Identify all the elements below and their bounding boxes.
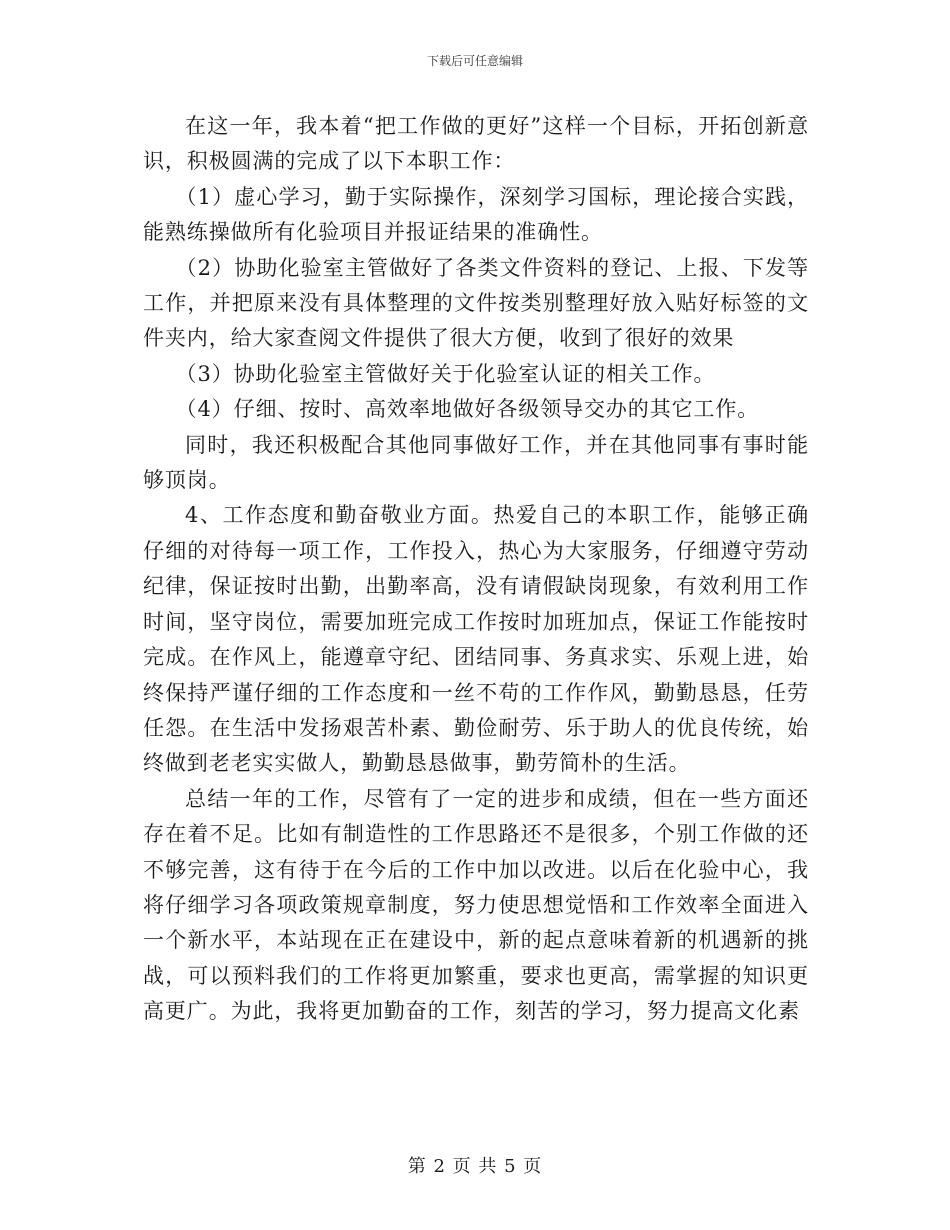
paragraph-item-3: （3）协助化验室主管做好关于化验室认证的相关工作。 — [175, 361, 716, 386]
document-body — [143, 109, 809, 1030]
paragraph-item-4: （4）仔细、按时、高效率地做好各级领导交办的其它工作。 — [175, 397, 760, 422]
paragraph-work-attitude: 4、工作态度和勤奋敬业方面。热爱自己的本职工作，能够正确仔细的对待每一项工作，工作投入，热心为大家服务，仔细遵守劳动纪律，保证按时出勤，出勤率高，没有请假缺岗现象，有效利用工作时间，坚守岗位，需要加班完成工作按时加班加点，保证工作能按时完成。在作风上，能遵章守纪、团结同事、务真求实、乐观上进，始终保持严谨仔细的工作态度和一丝不苟的工作作风，勤勤恳恳，任劳任怨。在生活中发扬艰苦朴素、勤俭耐劳、乐于助人的优良传统，始终做到老老实实做人，勤勤恳恳做事，勤劳简朴的生活。 — [143, 503, 809, 776]
paragraph-cooperation: 同时，我还积极配合其他同事做好工作，并在其他同事有事时能够顶岗。 — [143, 432, 809, 493]
paragraph-item-2: （2）协助化验室主管做好了各类文件资料的登记、上报、下发等工作，并把原来没有具体整理的文件按类别整理好放入贴好标签的文件夹内，给大家查阅文件提供了很大方便，收到了很好的效果 — [143, 255, 809, 351]
paragraph-item-1: （1）虚心学习，勤于实际操作，深刻学习国标，理论接合实践，能熟练操做所有化验项目并报证结果的准确性。 — [143, 184, 809, 245]
page-header: 下载后可任意编辑 — [426, 54, 523, 68]
paragraph-summary: 总结一年的工作，尽管有了一定的进步和成绩，但在一些方面还存在着不足。比如有制造性的工作思路还不是很多，个别工作做的还不够完善，这有待于在今后的工作中加以改进。以后在化验中心，我将仔细学习各项政策规章制度，努力使思想觉悟和工作效率全面进入一个新水平，本站现在正在建设中，新的起点意味着新的机遇新的挑战，可以预料我们的工作将更加繁重，要求也更高，需掌握的知识更高更广。为此，我将更加勤奋的工作，刻苦的学习，努力提高文化素 — [143, 786, 809, 1024]
paragraph-intro: 在这一年，我本着“把工作做的更好”这样一个目标，开拓创新意识，积极圆满的完成了以下本职工作： — [143, 114, 809, 174]
page-number-footer: 第 2 页 共 5 页 — [407, 1156, 543, 1177]
